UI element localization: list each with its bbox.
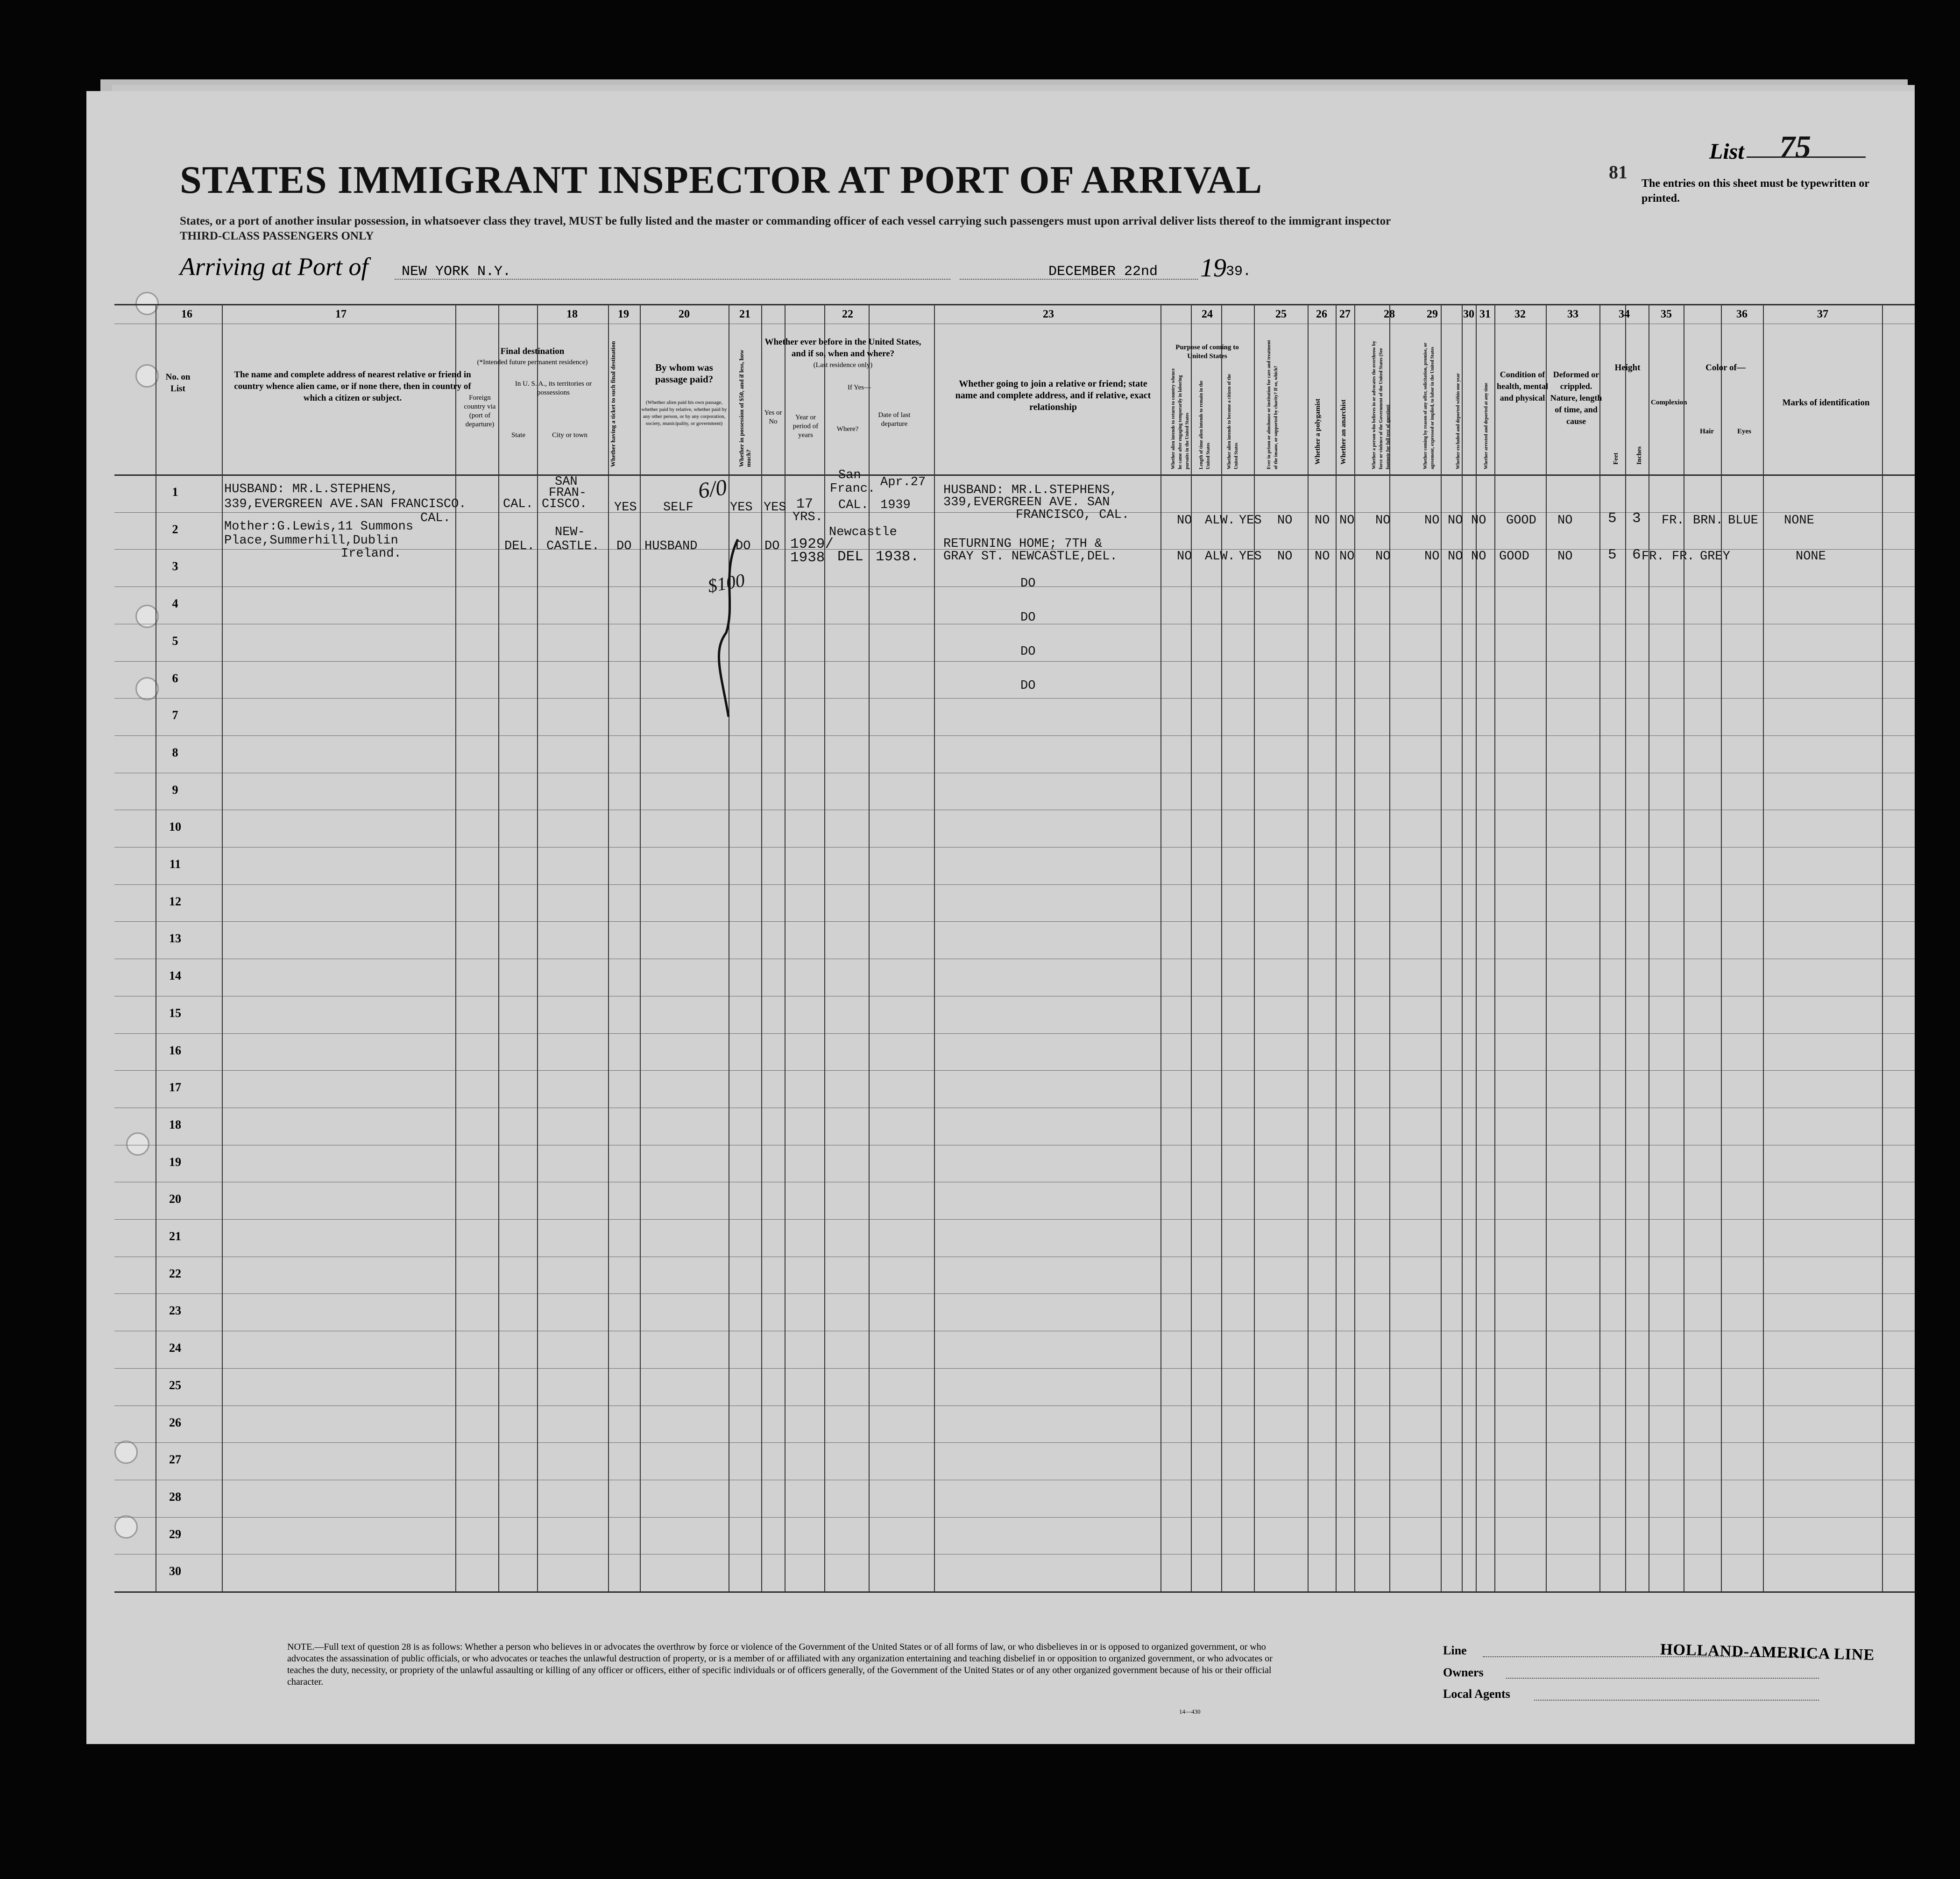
row-number: 1	[172, 485, 178, 499]
header-q28: Whether a person who believes in or advocates the overthrow by force or violence of the Government of the United States (See footnote for full text of question)	[1372, 341, 1391, 469]
column-number: 21	[739, 308, 750, 320]
row-number: 14	[169, 969, 181, 983]
row-number: 25	[169, 1378, 181, 1392]
column-number: 20	[679, 308, 690, 320]
row-number: 17	[169, 1081, 181, 1095]
entry-2-feet: 5	[1608, 547, 1617, 563]
entry-2-period-line-1: 1929/	[790, 536, 834, 552]
instruction-line: States, or a port of another insular possession, in whatsoever class they travel, MUST be fully listed and the master or commanding officer of each vessel carrying such passengers must upon arrival deliver lists thereof to the immigrant inspector	[180, 215, 1391, 227]
column-rule	[824, 304, 825, 1591]
footer-agents-label: Local Agents	[1443, 1687, 1510, 1701]
row-number: 28	[169, 1490, 181, 1504]
pencil-bracket-stroke	[693, 535, 750, 731]
manifest-sheet	[86, 91, 1915, 1744]
row-rule	[114, 1293, 1915, 1294]
arriving-label: Arriving at Port of	[180, 253, 368, 281]
entry-1-q29: NO	[1424, 514, 1440, 528]
row-number: 11	[169, 857, 181, 871]
header-year-period: Year or period of years	[792, 414, 819, 439]
ditto-row-5: DO	[1020, 645, 1036, 659]
entry-1-hair: BRN.	[1693, 514, 1723, 528]
column-number: 33	[1567, 308, 1578, 320]
entry-1-departure-line-2: 1939	[880, 498, 911, 512]
entry-1-period-line-1: 17	[796, 496, 814, 512]
header-ever-before: Whether ever before in the United States, and if so, when and where?	[764, 337, 921, 359]
column-number: 23	[1043, 308, 1054, 320]
list-label: List	[1709, 139, 1744, 164]
header-last-residence: (Last residence only)	[813, 361, 873, 369]
entry-2-relative-line-1: Mother:G.Lewis,11 Summons	[224, 520, 414, 534]
column-rule	[1546, 304, 1547, 1591]
date-dotline	[960, 279, 1198, 280]
ditto-row-6: DO	[1020, 679, 1036, 693]
page-title: STATES IMMIGRANT INSPECTOR AT PORT OF ARRIVAL	[180, 158, 1263, 202]
header-polygamist: Whether a polygamist	[1314, 398, 1322, 465]
entry-1-where-line-1: San	[838, 468, 861, 482]
column-rule	[640, 304, 641, 1591]
column-number: 24	[1202, 308, 1213, 320]
row-number: 15	[169, 1006, 181, 1020]
row-number: 21	[169, 1229, 181, 1243]
entry-2-hair: FR.	[1672, 550, 1695, 564]
row-number: 4	[172, 597, 178, 611]
binding-hole	[114, 1515, 138, 1539]
entry-1-anarchist: NO	[1339, 514, 1355, 528]
entry-2-prison: NO	[1277, 550, 1293, 564]
header-nearest-relative: The name and complete address of nearest relative or friend in country whence alien came, or if none there, then in country of which a citizen or subject.	[234, 370, 471, 403]
row-number: 10	[169, 820, 181, 834]
header-bottom-rule	[114, 474, 1915, 476]
row-number: 12	[169, 894, 181, 908]
column-number: 28	[1384, 308, 1395, 320]
entry-1-ticket: YES	[614, 501, 637, 515]
entry-1-ever-before: YES	[764, 501, 786, 515]
entry-1-where-line-2: Franc.	[830, 482, 876, 496]
entry-1-joining-line-2: 339,EVERGREEN AVE. SAN	[943, 495, 1110, 509]
column-rule	[1882, 304, 1883, 1591]
row-rule	[114, 735, 1915, 736]
entry-1-purpose-a: NO	[1177, 514, 1192, 528]
column-number: 17	[335, 308, 347, 320]
entry-2-purpose-c: YES	[1239, 550, 1262, 564]
entry-1-money: YES	[730, 501, 753, 515]
header-final-destination: Final destination	[500, 346, 565, 356]
entry-2-purpose-a: NO	[1177, 550, 1192, 564]
row-rule	[114, 1033, 1915, 1034]
entry-2-departure-line-1: 1938.	[876, 549, 920, 565]
row-number: 30	[169, 1564, 181, 1578]
header-yes-no: Yes or No	[764, 409, 782, 425]
row-number: 16	[169, 1043, 181, 1057]
column-rule	[869, 304, 870, 1591]
binding-hole	[126, 1132, 149, 1156]
header-complexion: Complexion	[1651, 399, 1687, 406]
header-height: Height	[1614, 363, 1641, 373]
header-health: Condition of health, mental and physical	[1497, 370, 1548, 403]
entry-2-inches: 6	[1632, 547, 1641, 563]
header-hair: Hair	[1700, 428, 1714, 435]
entry-2-relative-line-2: Place,Summerhill,Dublin	[224, 534, 398, 548]
entry-2-paid-by: HUSBAND	[644, 539, 698, 553]
column-rule	[1625, 304, 1626, 1591]
arrival-year: 39.	[1226, 264, 1252, 280]
header-city: City or town	[552, 431, 587, 439]
column-number: 37	[1817, 308, 1828, 320]
entry-1-health: GOOD	[1506, 514, 1536, 528]
column-rule	[1462, 304, 1463, 1591]
entry-1-purpose-c: YES	[1239, 514, 1262, 528]
column-rule	[1308, 304, 1309, 1591]
row-rule	[114, 512, 1915, 513]
column-number: 26	[1316, 308, 1327, 320]
entry-2-state: DEL.	[504, 539, 535, 553]
entry-2-q28: NO	[1375, 550, 1391, 564]
header-purpose-b: Length of time alien intends to remain in the United States	[1199, 381, 1211, 469]
entry-1-city-line-3: CISCO.	[542, 497, 587, 511]
column-rule	[1336, 304, 1337, 1591]
header-purpose-a: Whether alien intends to return to country whence he came after engaging temporarily in laboring pursuits in the United States	[1171, 368, 1190, 469]
column-number: 30	[1463, 308, 1474, 320]
column-number: 32	[1514, 308, 1526, 320]
entry-1-q31: NO	[1471, 514, 1486, 528]
row-rule	[114, 698, 1915, 699]
row-rule	[114, 661, 1915, 662]
row-number: 9	[172, 783, 178, 797]
header-eyes: Eyes	[1737, 428, 1751, 435]
entry-1-marks: NONE	[1784, 514, 1814, 528]
header-color-of: Color of—	[1705, 363, 1746, 373]
column-number: 22	[842, 308, 853, 320]
header-no-on-list: No. on List	[165, 372, 191, 394]
entry-1-relative-line-1: HUSBAND: MR.L.STEPHENS,	[224, 482, 398, 496]
header-joining-relative: Whether going to join a relative or friend; state name and complete address, and if relative, exact relationship	[955, 379, 1151, 412]
column-rule	[1476, 304, 1477, 1591]
column-rule	[498, 304, 499, 1591]
row-number: 5	[172, 634, 178, 648]
entry-2-q31: NO	[1471, 550, 1486, 564]
column-number: 36	[1736, 308, 1748, 320]
column-number: 29	[1427, 308, 1438, 320]
entry-2-deformed: NO	[1557, 550, 1573, 564]
column-number: 19	[618, 308, 629, 320]
footnote-question-28: NOTE.—Full text of question 28 is as follows: Whether a person who believes in or advocates the overthrow by force or violence of the Government of the United States or of all forms of law, or who disbelieves in or is opposed to organized government, or who advocates the assassination of public officials, or who advocates or teaches the unlawful destruction of property, or is a member of or affiliated with any organization entertaining and teaching disbelief in or opposition to organized government, or who advocates or teaches the duty, necessity, or propriety of the unlawful assaulting or killing of any officer or officers, either of specific individuals or of officers generally, of the Government of the United States or of any other organized government because of his or their official character.	[287, 1642, 1273, 1687]
column-rule	[222, 304, 223, 1591]
row-rule	[114, 1070, 1915, 1071]
row-number: 18	[169, 1117, 181, 1131]
footer-owners-rule	[1506, 1678, 1819, 1679]
header-anarchist: Whether an anarchist	[1340, 399, 1347, 465]
year-prefix: 19	[1200, 254, 1226, 283]
entry-1-city-line-1: SAN	[555, 475, 578, 489]
column-rule	[1354, 304, 1355, 1591]
pencil-money-mark: 6/0	[696, 474, 729, 504]
row-number: 3	[172, 559, 178, 573]
class-line: THIRD-CLASS PASSENGERS ONLY	[180, 230, 374, 242]
row-number: 23	[169, 1304, 181, 1318]
entry-1-deformed: NO	[1557, 514, 1573, 528]
header-marks: Marks of identification	[1782, 398, 1870, 408]
entry-2-purpose-b: ALW.	[1205, 550, 1235, 564]
header-state: State	[511, 431, 525, 439]
header-if-yes: If Yes—	[847, 384, 871, 391]
header-foreign-country: Foreign country via (port of departure)	[464, 394, 496, 428]
entry-2-city-line-1: NEW-	[555, 525, 585, 539]
row-rule	[114, 921, 1915, 922]
footer-owners-label: Owners	[1443, 1666, 1484, 1679]
column-rule	[1599, 304, 1600, 1591]
entry-2-ticket: DO	[616, 539, 632, 553]
entry-1-joining-line-3: FRANCISCO, CAL.	[1016, 508, 1130, 522]
entry-1-prison: NO	[1277, 514, 1293, 528]
header-inches: Inches	[1636, 446, 1643, 465]
row-number: 22	[169, 1266, 181, 1280]
entry-2-anarchist: NO	[1339, 550, 1355, 564]
entry-1-feet: 5	[1608, 510, 1617, 527]
entry-2-where-line-1: Newcastle	[829, 525, 897, 539]
header-final-destination-note: (*Intended future permanent residence)	[477, 359, 588, 366]
entry-1-q30: NO	[1448, 514, 1463, 528]
column-number: 16	[181, 308, 192, 320]
header-deformed: Deformed or crippled. Nature, length of time, and cause	[1550, 370, 1602, 426]
row-number: 27	[169, 1453, 181, 1467]
entry-1-where-line-3: CAL.	[838, 498, 869, 512]
column-rule	[1254, 304, 1255, 1591]
port-dotline	[395, 279, 950, 280]
column-rule	[1494, 304, 1495, 1591]
entry-1-eyes: BLUE	[1728, 514, 1758, 528]
column-rule	[761, 304, 762, 1591]
entry-1-city-line-2: FRAN-	[549, 486, 587, 500]
row-rule	[114, 1517, 1915, 1518]
entry-1-q28: NO	[1375, 514, 1391, 528]
row-number: 13	[169, 932, 181, 946]
entry-2-q29: NO	[1424, 550, 1440, 564]
header-passage-note: (Whether alien paid his own passage, whether paid by relative, whether paid by any other person, or by any corporation, society, municipality, or government)	[641, 400, 727, 426]
pencil-hundred-mark: $100	[706, 569, 747, 597]
row-rule	[114, 586, 1915, 587]
form-number: 14—430	[1179, 1708, 1201, 1715]
column-rule	[537, 304, 538, 1591]
column-rule	[934, 304, 935, 1591]
column-rule	[1160, 304, 1161, 1591]
row-number: 19	[169, 1155, 181, 1169]
entry-2-q30: NO	[1448, 550, 1463, 564]
header-where: Where?	[836, 425, 859, 433]
column-number: 34	[1619, 308, 1630, 320]
entry-2-period-line-2: 1938	[790, 550, 825, 566]
entry-2-marks: NONE	[1796, 550, 1826, 564]
entry-1-period-line-2: YRS.	[792, 510, 823, 524]
column-rule	[1721, 304, 1722, 1591]
row-number: 2	[172, 522, 178, 536]
footer-line-label: Line	[1443, 1644, 1467, 1657]
header-prison: Ever in prison or almshouse or institution for care and treatment of the insane, or supported by charity? If so, which?	[1267, 340, 1279, 469]
entry-2-money: DO	[736, 539, 751, 553]
column-rule	[1389, 304, 1390, 1591]
shipping-line-stamp: HOLLAND-AMERICA LINE	[1660, 1640, 1875, 1664]
column-rule	[1441, 304, 1442, 1591]
header-date-departure: Date of last departure	[878, 411, 911, 428]
table-bottom-rule	[114, 1591, 1915, 1593]
row-number: 7	[172, 708, 178, 722]
table-top-rule	[114, 304, 1915, 305]
entry-2-relative-line-3: Ireland.	[341, 547, 402, 561]
row-number: 8	[172, 745, 178, 759]
header-passage-paid: By whom was passage paid?	[655, 362, 714, 385]
entry-2-joining-line-1: RETURNING HOME; 7TH &	[943, 537, 1103, 551]
row-number: 29	[169, 1527, 181, 1541]
entry-2-city-line-2: CASTLE.	[546, 539, 600, 553]
column-rule	[1191, 304, 1192, 1591]
row-rule	[114, 1368, 1915, 1369]
ditto-row-3: DO	[1020, 577, 1036, 591]
column-number: 31	[1479, 308, 1491, 320]
entry-1-joining-line-1: HUSBAND: MR.L.STEPHENS,	[943, 483, 1118, 497]
entry-1-paid-by: SELF	[663, 501, 693, 515]
header-feet: Feet	[1613, 452, 1620, 465]
header-purpose: Purpose of coming to United States	[1175, 344, 1239, 360]
entry-2-ever-before: DO	[764, 539, 780, 553]
column-rule	[1763, 304, 1764, 1591]
row-number: 6	[172, 671, 178, 685]
entry-1-relative-line-3: CAL.	[420, 511, 451, 525]
arrival-date: DECEMBER 22nd	[1048, 264, 1158, 280]
entry-1-departure-line-1: Apr.27	[880, 475, 926, 489]
list-number: 75	[1779, 129, 1811, 164]
ditto-row-4: DO	[1020, 611, 1036, 625]
header-possession-50: Whether in possession of $50, and if less, how much?	[738, 349, 752, 467]
list-underline	[1747, 156, 1866, 158]
row-number: 20	[169, 1192, 181, 1206]
column-number: 18	[566, 308, 578, 320]
typewritten-note: The entries on this sheet must be typewritten or printed.	[1642, 177, 1869, 205]
column-rule	[608, 304, 609, 1591]
entry-2-polygamist: NO	[1315, 550, 1330, 564]
row-number: 26	[169, 1415, 181, 1429]
column-number: 27	[1339, 308, 1351, 320]
header-in-usa: In U. S. A., its territories or possessions	[515, 380, 592, 396]
entry-2-health: GOOD	[1499, 550, 1529, 564]
row-rule	[114, 847, 1915, 848]
binding-hole	[114, 1441, 138, 1464]
header-q31: Whether arrested and deported at any time	[1484, 382, 1489, 469]
entry-1-purpose-b: ALW.	[1205, 514, 1235, 528]
entry-1-relative-line-2: 339,EVERGREEN AVE.SAN FRANCISCO.	[224, 497, 467, 511]
header-purpose-c: Whether alien intends to become a citizen of the United States	[1227, 374, 1239, 469]
entry-1-inches: 3	[1632, 510, 1641, 527]
column-rule	[1221, 304, 1222, 1591]
row-rule	[114, 1442, 1915, 1443]
header-ticket: Whether having a ticket to such final destination	[609, 341, 616, 467]
page-number: 81	[1609, 162, 1627, 183]
entry-1-state: CAL.	[503, 497, 533, 511]
entry-1-polygamist: NO	[1315, 514, 1330, 528]
header-q29: Whether coming by reason of any offer, solicitation, promise, or agreement, expressed or implied, to labor in the United States	[1423, 342, 1435, 469]
row-number: 24	[169, 1341, 181, 1355]
footer-agents-rule	[1534, 1700, 1819, 1701]
entry-2-complexion: FR.	[1642, 550, 1664, 564]
entry-2-joining-line-2: GRAY ST. NEWCASTLE,DEL.	[943, 550, 1118, 564]
row-rule	[114, 1219, 1915, 1220]
header-q30: Whether excluded and deported within one year	[1456, 373, 1461, 469]
arrival-port: NEW YORK N.Y.	[402, 264, 511, 280]
entry-1-complexion: FR.	[1662, 514, 1684, 528]
column-number: 25	[1275, 308, 1287, 320]
column-number: 35	[1661, 308, 1672, 320]
entry-2-eyes: GREY	[1700, 550, 1730, 564]
row-rule	[114, 884, 1915, 885]
entry-2-where-line-2: DEL	[837, 549, 863, 565]
